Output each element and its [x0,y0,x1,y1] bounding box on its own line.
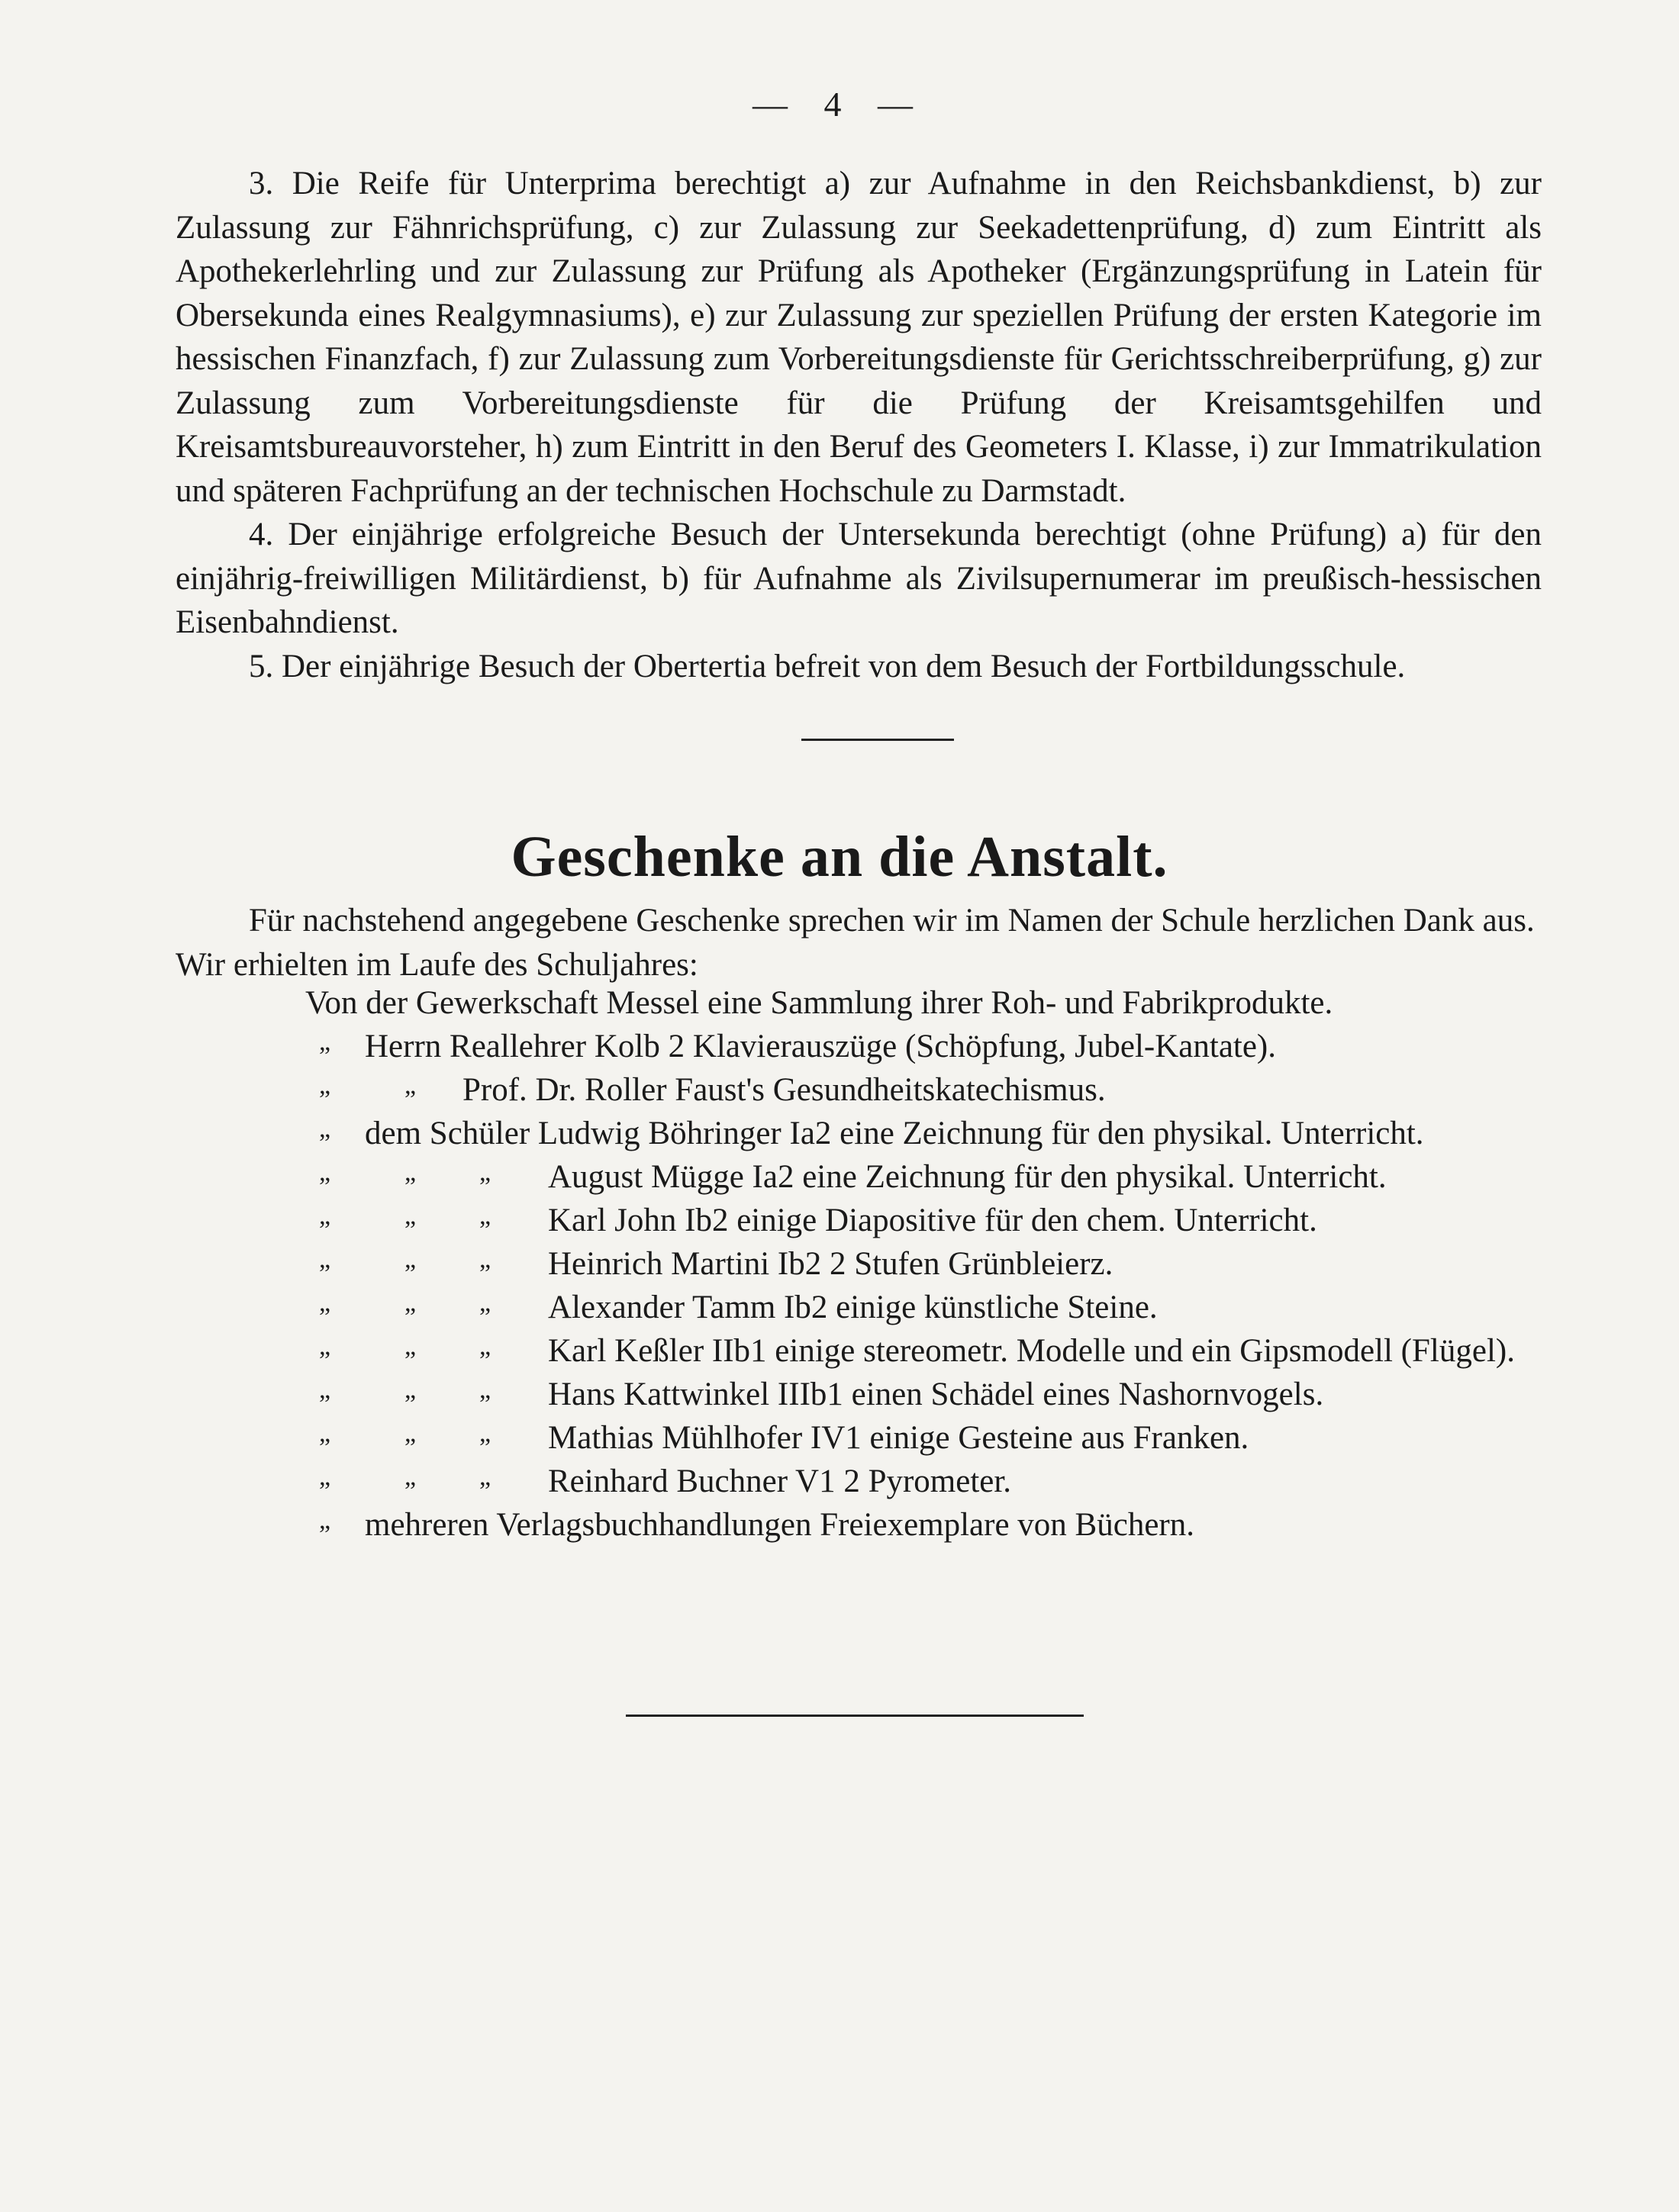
ditto-mark: „ [319,1376,331,1404]
gift-text: Mathias Mühlhofer IV1 einige Gesteine aus Franken. [548,1420,1249,1456]
ditto-mark: „ [479,1289,491,1317]
ditto-mark: „ [479,1158,491,1186]
ditto-mark: „ [404,1202,417,1230]
ditto-mark: „ [319,1202,331,1230]
ditto-mark: „ [479,1419,491,1447]
gift-text: Herrn Reallehrer Kolb 2 Klavierauszüge (Schöpfung, Jubel-Kantate). [365,1029,1277,1064]
gift-text: Karl Keßler IIb1 einige stereometr. Modelle und ein Gipsmodell (Flügel). [548,1333,1515,1369]
divider [801,739,954,741]
ditto-mark: „ [404,1332,417,1360]
page-number: — 4 — [752,85,927,124]
ditto-mark: „ [404,1071,417,1100]
gift-text: Alexander Tamm Ib2 einige künstliche Steine. [548,1290,1158,1325]
ditto-mark: „ [319,1463,331,1491]
gift-text: August Mügge Ia2 eine Zeichnung für den physikal. Unterricht. [548,1159,1387,1195]
ditto-mark: „ [404,1463,417,1491]
gift-text: dem Schüler Ludwig Böhringer Ia2 eine Zeichnung für den physikal. Unterricht. [365,1116,1424,1151]
section-heading: Geschenke an die Anstalt. [511,825,1168,889]
ditto-mark: „ [404,1245,417,1273]
ditto-mark: „ [319,1332,331,1360]
ditto-mark: „ [319,1028,331,1056]
gift-text: Hans Kattwinkel IIIb1 einen Schädel eines Nashornvogels. [548,1376,1324,1412]
ditto-mark: „ [319,1245,331,1273]
ditto-mark: „ [479,1202,491,1230]
intro-line: Für nachstehend angegebene Geschenke sprechen wir im Namen der Schule herzlichen Dank aus. [249,903,1535,939]
ditto-mark: „ [404,1289,417,1317]
eligibility-paragraphs [176,162,1542,688]
gift-text: Karl John Ib2 einige Diapositive für den chem. Unterricht. [548,1203,1317,1238]
gift-text: Reinhard Buchner V1 2 Pyrometer. [548,1463,1012,1499]
ditto-mark: „ [404,1376,417,1404]
intro-line: Wir erhielten im Laufe des Schuljahres: [176,947,698,983]
ditto-mark: „ [319,1419,331,1447]
ditto-mark: „ [319,1115,331,1143]
ditto-mark: „ [319,1071,331,1100]
ditto-mark: „ [479,1463,491,1491]
ditto-mark: „ [404,1158,417,1186]
divider [626,1715,1084,1717]
paragraph-3: 3. Die Reife für Unterprima berechtigt a) zur Aufnahme in den Reichsbankdienst, b) zur Zulassung zur Fähnrichsprüfung, c) zur Zulassung zur Seekadettenprüfung, d) zum Eintritt als Apothekerlehrling und zur Zulassung zur Prüfung als Apotheker (Ergänzungsprüfung in Latein für Obersekunda eines Realgymnasiums), e) zur Zulassung zur speziellen Prüfung der ersten Kategorie im hessischen Finanzfach, f) zur Zulassung zum Vorbereitungsdienste für Gerichtsschreiberprüfung, g) zur Zulassung zum Vorbereitungsdienste für die Prüfung der Kreisamtsgehilfen und Kreisamtsbureauvorsteher, h) zum Eintritt in den Beruf des Geometers I. Klasse, i) zur Immatrikulation und späteren Fachprüfung an der technischen Hochschule zu Darmstadt. [176,166,1542,509]
ditto-mark: „ [479,1245,491,1273]
paragraph-4: 4. Der einjährige erfolgreiche Besuch der Untersekunda berechtigt (ohne Prüfung) a) für den einjährig-freiwilligen Militärdienst, b) für Aufnahme als Zivilsupernumerar im preußisch-hessischen Eisenbahndienst. [176,517,1542,640]
ditto-mark: „ [479,1332,491,1360]
ditto-mark: „ [319,1158,331,1186]
ditto-mark: „ [404,1419,417,1447]
gift-text: Heinrich Martini Ib2 2 Stufen Grünbleierz. [548,1246,1113,1282]
ditto-mark: „ [479,1376,491,1404]
paragraph-5: 5. Der einjährige Besuch der Obertertia befreit von dem Besuch der Fortbildungsschule. [249,648,1406,684]
gift-text: Prof. Dr. Roller Faust's Gesundheitskatechismus. [462,1072,1106,1108]
gift-text: mehreren Verlagsbuchhandlungen Freiexemplare von Büchern. [365,1507,1194,1543]
ditto-mark: „ [319,1289,331,1317]
ditto-mark: „ [319,1506,331,1534]
gift-text: Von der Gewerkschaft Messel eine Sammlung ihrer Roh- und Fabrikprodukte. [305,985,1333,1021]
